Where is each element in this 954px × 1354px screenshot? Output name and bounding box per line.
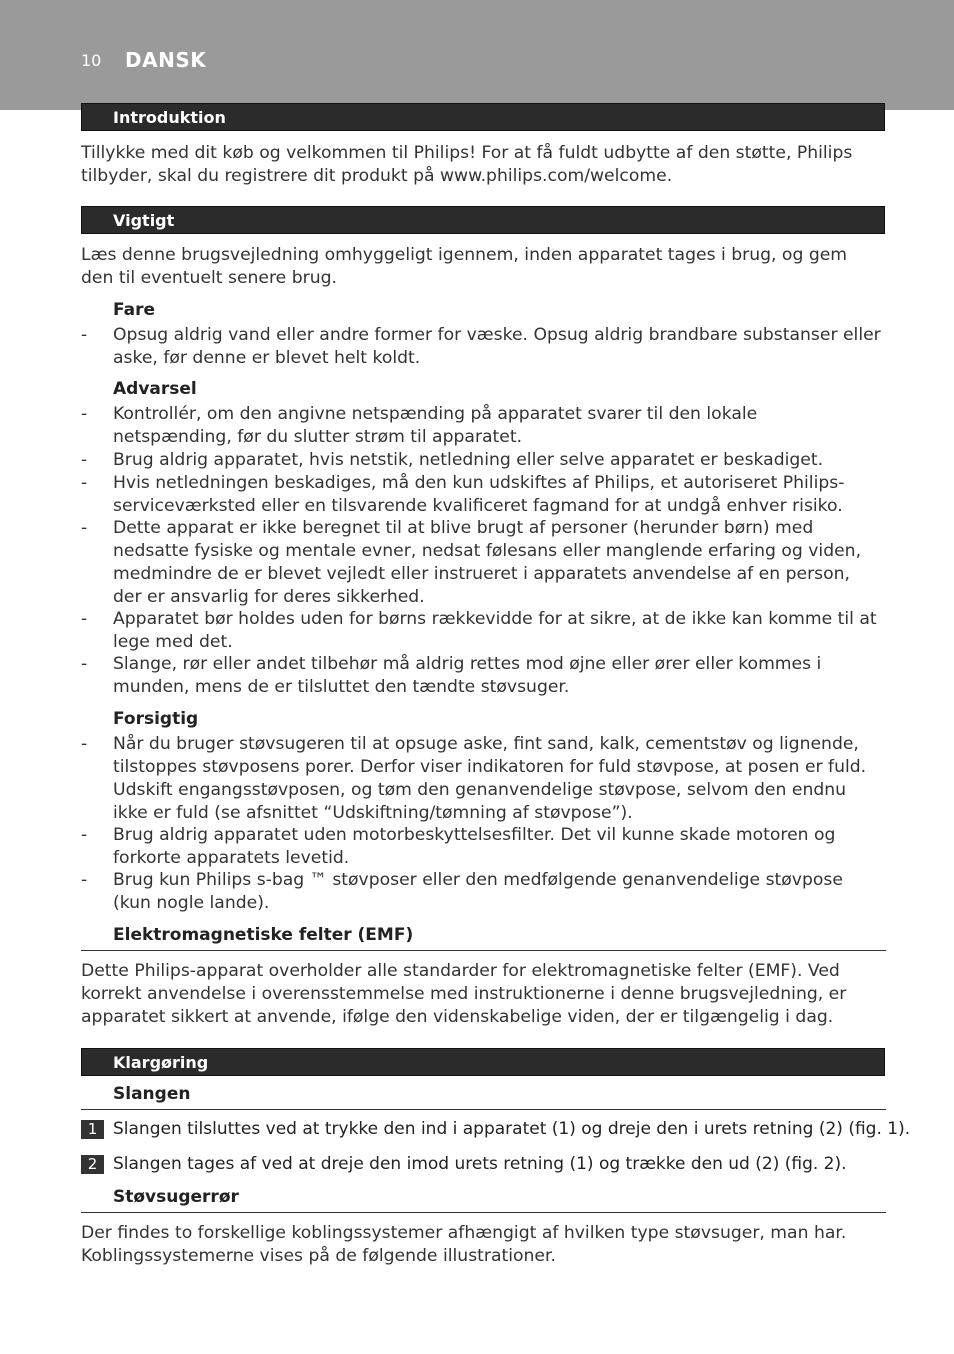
list-item: - Kontrollér, om den angivne netspænding på apparatet svarer til den lokale netspænding, før du slutter strøm til apparatet. (81, 404, 758, 447)
list-item: - Når du bruger støvsugeren til at opsuge aske, fint sand, kalk, cementstøv og lignende, tilstoppes støvposens porer. Derfor viser indikatoren for fuld støvpose, at posen er fuld. Udskift engangsstøvposen, og tøm den genanvendelige støvpose, selvom den endnu ikke er fuld (se afsnittet “Udskiftning/tømning af støvpose”). (81, 734, 867, 823)
step-number: 1 (81, 1120, 104, 1139)
divider (81, 1212, 886, 1213)
list-item: - Hvis netledningen beskadiges, må den kun udskiftes af Philips, et autoriseret Philips-serviceværksted eller en tilsvarende kvalificeret fagmand for at undgå enhver risiko. (81, 473, 845, 516)
divider (81, 950, 886, 951)
list-item: - Dette apparat er ikke beregnet til at blive brugt af personer (herunder børn) med nedsatte fysiske og mentale evner, nedsat følesans eller manglende erfaring og viden, medmindre de er blevet vejledt eller instrueret i apparatets anvendelse af en person, der er ansvarlig for deres sikkerhed. (81, 518, 862, 607)
step-item (81, 1119, 911, 1141)
section-title: Introduktion (113, 108, 226, 127)
tube-heading: Støvsugerrør (113, 1187, 239, 1207)
section-bar-vigtigt (81, 206, 885, 234)
step-item (81, 1154, 886, 1176)
danger-heading: Fare (113, 300, 156, 320)
section-bar-klargoring (81, 1048, 885, 1076)
list-item: - Brug kun Philips s-bag ™ støvposer eller den medfølgende genanvendelige støvpose (kun nogle lande). (81, 870, 843, 913)
list-item: - Brug aldrig apparatet uden motorbeskyttelsesfilter. Det vil kunne skade motoren og forkorte apparatets levetid. (81, 825, 836, 868)
language-title: DANSK (125, 48, 207, 72)
tube-paragraph: Der findes to forskellige koblingssystemer afhængigt af hvilken type støvsuger, man har. Koblingssystemerne vises på de følgende illustrationer. (81, 1223, 847, 1266)
list-item: - Opsug aldrig vand eller andre former for væske. Opsug aldrig brandbare substanser eller aske, før denne er blevet helt koldt. (81, 325, 881, 368)
emf-heading: Elektromagnetiske felter (EMF) (113, 925, 414, 945)
caution-heading: Forsigtig (113, 709, 199, 729)
page-header (0, 0, 954, 110)
section-title: Vigtigt (113, 211, 175, 230)
step-text: Slangen tages af ved at dreje den imod urets retning (1) og trække den ud (2) (fig. 2). (113, 1154, 847, 1174)
section-bar-introduktion (81, 103, 885, 131)
page-number: 10 (81, 51, 102, 70)
step-text: Slangen tilsluttes ved at trykke den ind i apparatet (1) og dreje den i urets retning (2) (fig. 1). (113, 1119, 911, 1139)
divider (81, 1109, 886, 1110)
intro-paragraph: Tillykke med dit køb og velkommen til Philips! For at få fuldt udbytte af den støtte, Philips tilbyder, skal du registrere dit produkt på www.philips.com/welcome. (81, 143, 853, 186)
section-title: Klargøring (113, 1053, 209, 1072)
list-item: - Slange, rør eller andet tilbehør må aldrig rettes mod øjne eller ører eller kommes i munden, mens de er tilsluttet den tændte støvsuger. (81, 654, 822, 697)
emf-paragraph: Dette Philips-apparat overholder alle standarder for elektromagnetiske felter (EMF). Ved korrekt anvendelse i overensstemmelse med instruktionerne i denne brugsvejledning, er apparatet sikkert at anvende, ifølge den videnskabelige viden, der er tilgængelig i dag. (81, 961, 847, 1027)
list-item: - Brug aldrig apparatet, hvis netstik, netledning eller selve apparatet er beskadiget. (81, 450, 824, 470)
step-number: 2 (81, 1155, 104, 1174)
list-item: - Apparatet bør holdes uden for børns rækkevidde for at sikre, at de ikke kan komme til at lege med det. (81, 609, 877, 652)
hose-heading: Slangen (113, 1084, 191, 1104)
important-paragraph: Læs denne brugsvejledning omhyggeligt igennem, inden apparatet tages i brug, og gem den til eventuelt senere brug. (81, 245, 848, 288)
warning-heading: Advarsel (113, 379, 197, 399)
